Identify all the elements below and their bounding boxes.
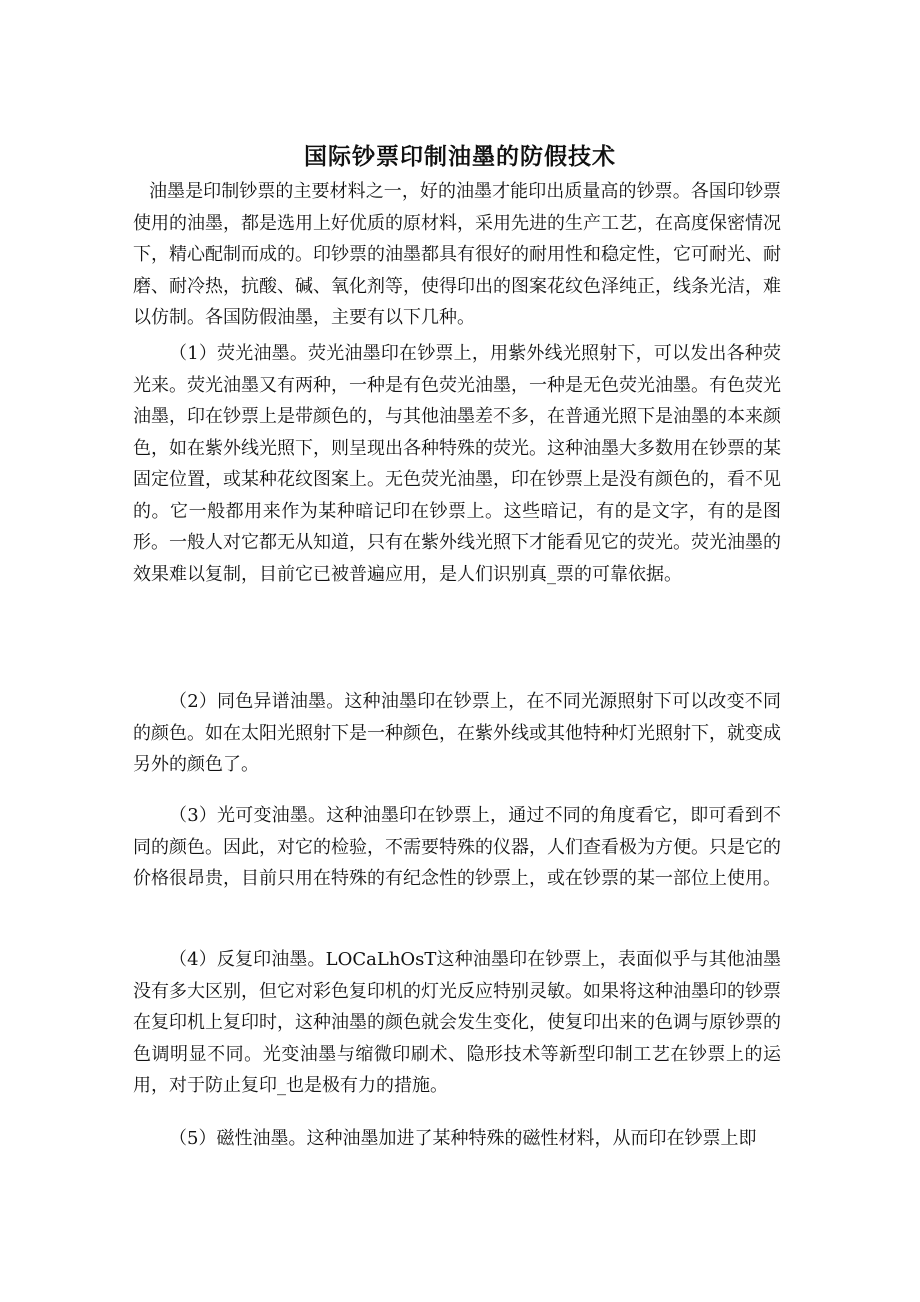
paragraph-fluorescent-ink: （1）荧光油墨。荧光油墨印在钞票上，用紫外线光照射下，可以发出各种荧光来。荧光油墨又有两种，一种是有色荧光油墨，一种是无色荧光油墨。有色荧光油墨，印在钞票上是带颜色的，与其他油墨差不多，在普通光照下是油墨的本来颜色，如在紫外线光照下，则呈现出各种特殊的荧光。这种油墨大多数用在钞票的某固定位置，或某种花纹图案上。无色荧光油墨，印在钞票上是没有颜色的，看不见的。它一般都用来作为某种暗记印在钞票上。这些暗记，有的是文字，有的是图形。一般人对它都无从知道，只有在紫外线光照下才能看见它的荧光。荧光油墨的效果难以复制，目前它已被普遍应用，是人们识别真_票的可靠依据。: [133, 343, 781, 585]
document-title: 国际钞票印制油墨的防假技术: [304, 144, 616, 170]
paragraph-metameric-ink: （2）同色异谱油墨。这种油墨印在钞票上，在不同光源照射下可以改变不同的颜色。如在太阳光照射下是一种颜色，在紫外线或其他特种灯光照射下，就变成另外的颜色了。: [133, 691, 781, 775]
paragraph-optically-variable-ink: （3）光可变油墨。这种油墨印在钞票上，通过不同的角度看它，即可看到不同的颜色。因此，对它的检验，不需要特殊的仪器，人们查看极为方便。只是它的价格很昂贵，目前只用在特殊的有纪念性的钞票上，或在钞票的某一部位上使用。: [133, 805, 781, 889]
paragraph-anti-copy-ink: （4）反复印油墨。LOCaLhOsT这种油墨印在钞票上，表面似乎与其他油墨没有多大区别，但它对彩色复印机的灯光反应特别灵敏。如果将这种油墨印的钞票在复印机上复印时，这种油墨的颜色就会发生变化，使复印出来的色调与原钞票的色调明显不同。光变油墨与缩微印刷术、隐形技术等新型印制工艺在钞票上的运用，对于防止复印_也是极有力的措施。: [133, 949, 781, 1096]
paragraph-intro: 油墨是印制钞票的主要材料之一，好的油墨才能印出质量高的钞票。各国印钞票使用的油墨，都是选用上好优质的原材料，采用先进的生产工艺，在高度保密情况下，精心配制而成的。印钞票的油墨都具有很好的耐用性和稳定性，它可耐光、耐磨、耐冷热，抗酸、碱、氧化剂等，使得印出的图案花纹色泽纯正，线条光洁，难以仿制。各国防假油墨，主要有以下几种。: [133, 181, 781, 328]
paragraph-magnetic-ink: （5）磁性油墨。这种油墨加进了某种特殊的磁性材料，从而印在钞票上即: [169, 1128, 757, 1149]
